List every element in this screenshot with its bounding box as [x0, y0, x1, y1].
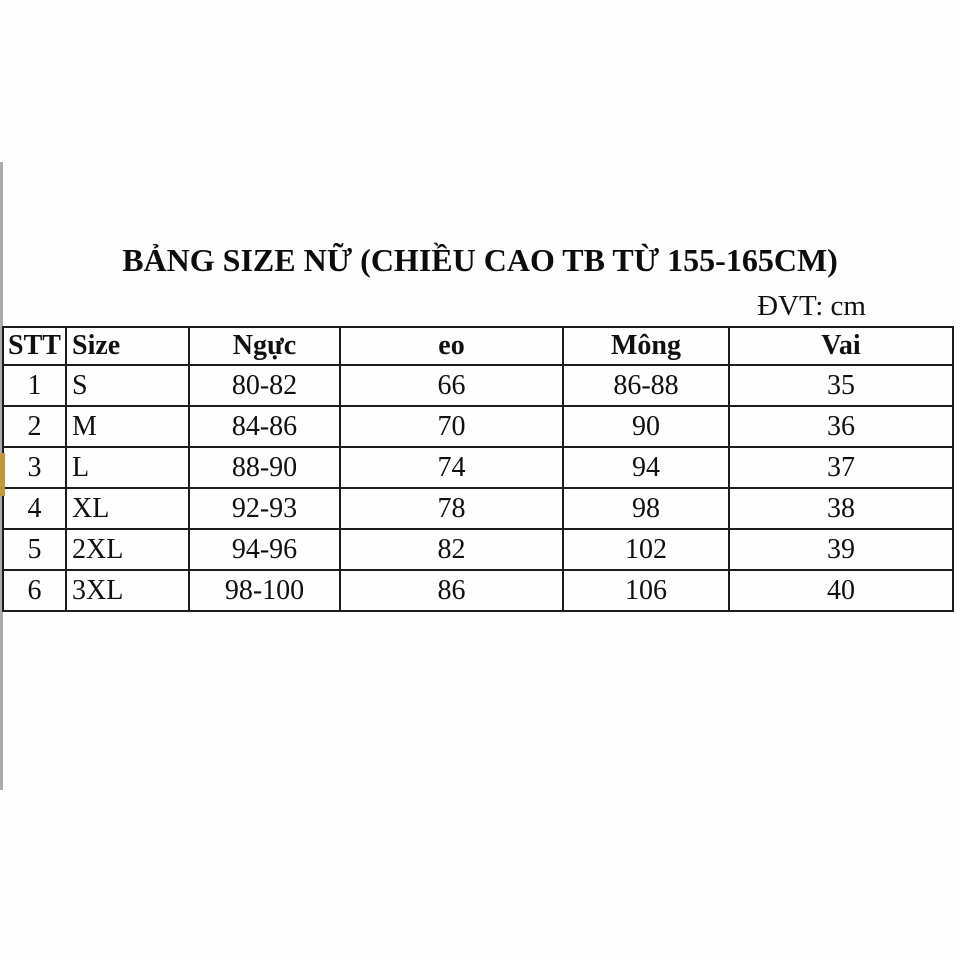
column-header-mong: Mông	[563, 327, 729, 365]
column-header-nguc: Ngực	[189, 327, 340, 365]
cell-stt: 6	[3, 570, 66, 611]
cell-vai: 40	[729, 570, 953, 611]
table-row	[3, 447, 953, 488]
cell-mong: 86-88	[563, 365, 729, 406]
cell-stt: 3	[3, 447, 66, 488]
cell-stt: 4	[3, 488, 66, 529]
cell-nguc: 84-86	[189, 406, 340, 447]
cell-size: M	[66, 406, 189, 447]
unit-label: ĐVT: cm	[757, 290, 866, 322]
cell-size: 2XL	[66, 529, 189, 570]
cell-size: 3XL	[66, 570, 189, 611]
table-row	[3, 406, 953, 447]
cell-mong: 98	[563, 488, 729, 529]
row3-highlight-marker	[0, 453, 5, 496]
table-row	[3, 365, 953, 406]
cell-eo: 70	[340, 406, 563, 447]
cell-vai: 35	[729, 365, 953, 406]
cell-stt: 2	[3, 406, 66, 447]
cell-nguc: 92-93	[189, 488, 340, 529]
cell-nguc: 88-90	[189, 447, 340, 488]
cell-stt: 1	[3, 365, 66, 406]
column-header-size: Size	[66, 327, 189, 365]
cell-mong: 102	[563, 529, 729, 570]
cell-mong: 90	[563, 406, 729, 447]
table-row	[3, 488, 953, 529]
cell-eo: 78	[340, 488, 563, 529]
column-header-vai: Vai	[729, 327, 953, 365]
cell-nguc: 94-96	[189, 529, 340, 570]
cell-vai: 36	[729, 406, 953, 447]
page-title: BẢNG SIZE NỮ (CHIỀU CAO TB TỪ 155-165CM)	[122, 242, 838, 278]
cell-stt: 5	[3, 529, 66, 570]
size-table	[2, 326, 954, 612]
cell-mong: 106	[563, 570, 729, 611]
table-row	[3, 570, 953, 611]
cell-vai: 38	[729, 488, 953, 529]
cell-eo: 66	[340, 365, 563, 406]
cell-size: S	[66, 365, 189, 406]
cell-vai: 37	[729, 447, 953, 488]
column-header-eo: eo	[340, 327, 563, 365]
cell-eo: 82	[340, 529, 563, 570]
cell-eo: 86	[340, 570, 563, 611]
cell-size: XL	[66, 488, 189, 529]
table-row	[3, 529, 953, 570]
cell-vai: 39	[729, 529, 953, 570]
cell-nguc: 80-82	[189, 365, 340, 406]
cell-size: L	[66, 447, 189, 488]
size-table-header-row	[3, 327, 953, 365]
cell-nguc: 98-100	[189, 570, 340, 611]
cell-eo: 74	[340, 447, 563, 488]
column-header-stt: STT	[3, 327, 66, 365]
cell-mong: 94	[563, 447, 729, 488]
